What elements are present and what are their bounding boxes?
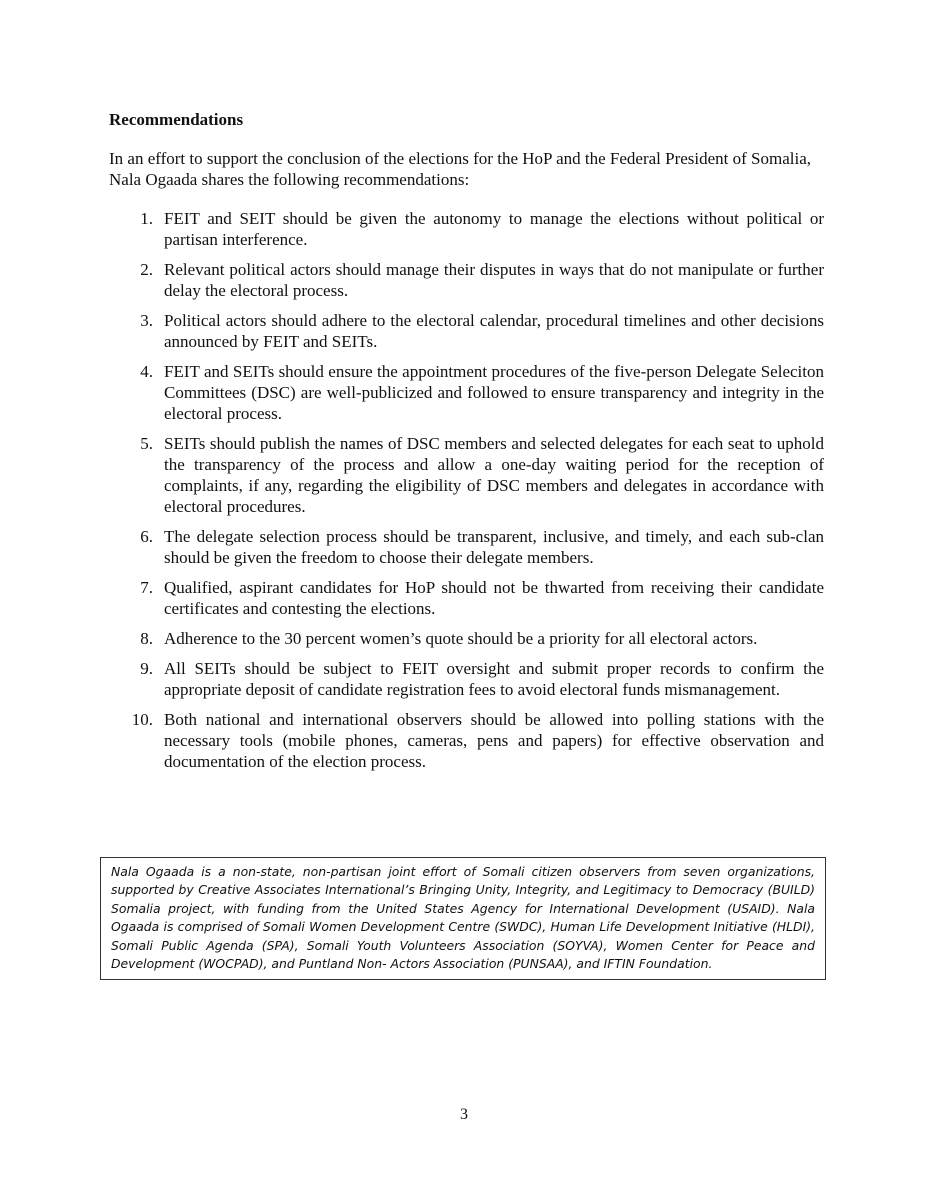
list-item-text: FEIT and SEIT should be given the autonomy to manage the elections without political or partisan interference. bbox=[164, 209, 824, 249]
page-number: 3 bbox=[460, 1106, 468, 1123]
list-item-number: 3. bbox=[140, 311, 153, 330]
list-item-text: The delegate selection process should be transparent, inclusive, and timely, and each sub-clan should be given the freedom to choose their delegate members. bbox=[164, 527, 824, 567]
list-item bbox=[109, 709, 824, 772]
list-item-text: FEIT and SEITs should ensure the appointment procedures of the five-person Delegate Seleciton Committees (DSC) are well-publicized and followed to ensure transparency and integrity in the electoral process. bbox=[164, 362, 824, 423]
list-item bbox=[109, 361, 824, 424]
list-item-text: Qualified, aspirant candidates for HoP should not be thwarted from receiving their candidate certificates and contesting the elections. bbox=[164, 578, 824, 618]
list-item-number: 6. bbox=[140, 527, 153, 546]
list-item bbox=[109, 433, 824, 517]
list-item-text: Relevant political actors should manage their disputes in ways that do not manipulate or further delay the electoral process. bbox=[164, 260, 824, 300]
list-item bbox=[109, 526, 824, 568]
list-item-text: All SEITs should be subject to FEIT oversight and submit proper records to confirm the appropriate deposit of candidate registration fees to avoid electoral funds mismanagement. bbox=[164, 659, 824, 699]
list-item-number: 4. bbox=[140, 362, 153, 381]
list-item-number: 2. bbox=[140, 260, 153, 279]
organization-note-box: Nala Ogaada is a non-state, non-partisan joint effort of Somali citizen observers from seven organizations, supported by Creative Associates International’s Bringing Unity, Integrity, and Legitimacy to Democracy (BUILD) Somalia project, with funding from the United States Agency for International Development (USAID). Nala Ogaada is comprised of Somali Women Development Centre (SWDC), Human Life Development Initiative (HLDI), Somali Public Agenda (SPA), Somali Youth Volunteers Association (SOYVA), Women Center for Peace and Development (WOCPAD), and Puntland Non- Actors Association (PUNSAA), and IFTIN Foundation. bbox=[100, 857, 826, 980]
list-item-number: 8. bbox=[140, 629, 153, 648]
section-heading: Recommendations bbox=[109, 110, 244, 129]
list-item-number: 5. bbox=[140, 434, 153, 453]
intro-paragraph: In an effort to support the conclusion of the elections for the HoP and the Federal President of Somalia, Nala Ogaada shares the following recommendations: bbox=[109, 149, 812, 189]
list-item-text: Political actors should adhere to the electoral calendar, procedural timelines and other decisions announced by FEIT and SEITs. bbox=[164, 311, 824, 351]
list-item-number: 10. bbox=[131, 710, 153, 729]
list-item-text: Both national and international observers should be allowed into polling stations with the necessary tools (mobile phones, cameras, pens and papers) for effective observation and documentation of the election process. bbox=[164, 710, 824, 771]
list-item-number: 1. bbox=[140, 209, 153, 228]
list-item-number: 7. bbox=[140, 578, 153, 597]
list-item bbox=[109, 577, 824, 619]
list-item bbox=[109, 259, 824, 301]
list-item-number: 9. bbox=[140, 659, 153, 678]
list-item bbox=[109, 658, 824, 700]
list-item bbox=[109, 628, 824, 649]
list-item bbox=[109, 208, 824, 250]
list-item bbox=[109, 310, 824, 352]
list-item-text: SEITs should publish the names of DSC members and selected delegates for each seat to uphold the transparency of the process and allow a one-day waiting period for the reception of complaints, if any, regarding the eligibility of DSC members and delegates in accordance with electoral procedures. bbox=[164, 434, 824, 516]
list-item-text: Adherence to the 30 percent women’s quote should be a priority for all electoral actors. bbox=[164, 629, 758, 648]
recommendations-list bbox=[109, 208, 824, 781]
